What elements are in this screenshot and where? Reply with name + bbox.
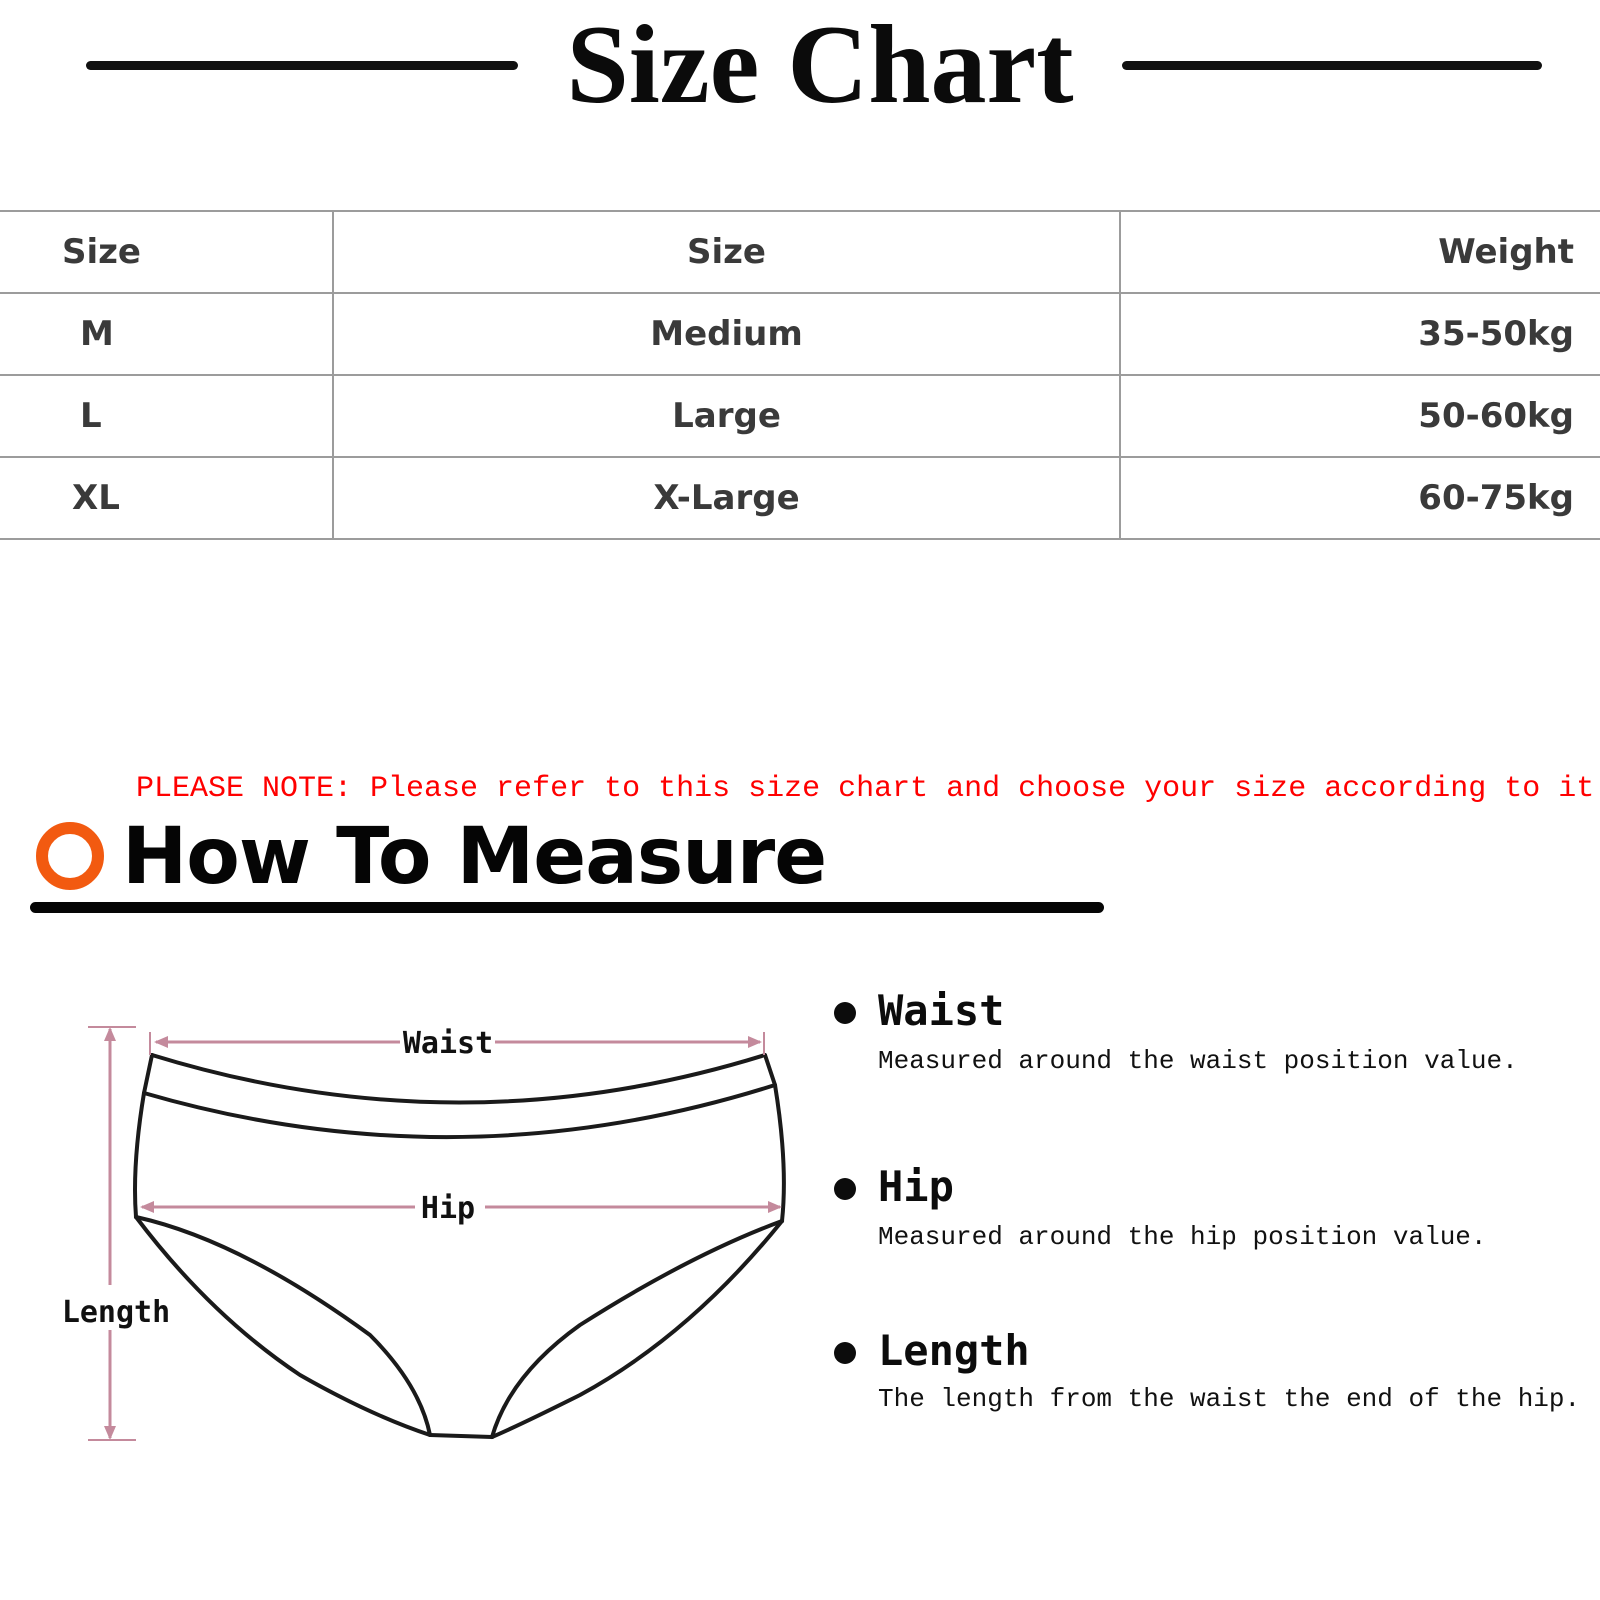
length-diagram-label: Length <box>61 1295 171 1330</box>
header-size-code: Size <box>0 211 333 293</box>
measure-item-title: Hip <box>878 1162 954 1211</box>
cell-weight: 35-50kg <box>1120 293 1600 375</box>
table-header-row <box>0 211 1600 293</box>
measure-item-hip <box>834 1162 1594 1272</box>
cell-size-code: L <box>0 375 333 457</box>
waist-diagram-label: Waist <box>402 1026 494 1061</box>
cell-weight: 50-60kg <box>1120 375 1600 457</box>
hip-arrow <box>142 1191 780 1226</box>
measure-item-title: Length <box>878 1326 1030 1375</box>
measure-item-description: Measured around the hip position value. <box>878 1222 1487 1252</box>
measure-item-description: Measured around the waist position value. <box>878 1046 1518 1076</box>
cell-size-name: Medium <box>333 293 1120 375</box>
table-row <box>0 375 1600 457</box>
bullet-dot-icon <box>834 1178 856 1200</box>
page-title: Size Chart <box>566 3 1074 127</box>
measure-heading: How To Measure <box>122 812 827 902</box>
size-table <box>0 210 1600 540</box>
ring-icon <box>36 822 104 890</box>
cell-size-code: M <box>0 293 333 375</box>
title-rule-left <box>86 61 518 70</box>
garment-diagram <box>40 985 820 1545</box>
measure-heading-rule <box>30 902 1104 913</box>
cell-size-name: Large <box>333 375 1120 457</box>
table-row <box>0 293 1600 375</box>
hip-diagram-label: Hip <box>420 1191 476 1226</box>
header-size-name: Size <box>333 211 1120 293</box>
measure-item-length <box>834 1326 1594 1436</box>
table-row <box>0 457 1600 539</box>
measure-item-description: The length from the waist the end of the hip. <box>878 1384 1581 1414</box>
measure-item-waist <box>834 986 1594 1096</box>
cell-size-code: XL <box>0 457 333 539</box>
cell-size-name: X-Large <box>333 457 1120 539</box>
header-weight: Weight <box>1120 211 1600 293</box>
waist-arrow <box>150 1026 764 1061</box>
briefs-outline <box>135 1055 784 1437</box>
bullet-dot-icon <box>834 1342 856 1364</box>
bullet-dot-icon <box>834 1002 856 1024</box>
cell-weight: 60-75kg <box>1120 457 1600 539</box>
length-arrow <box>62 1027 170 1440</box>
title-rule-right <box>1122 61 1542 70</box>
size-note: PLEASE NOTE: Please refer to this size chart and choose your size according to it <box>136 772 1595 806</box>
measure-item-title: Waist <box>878 986 1005 1035</box>
